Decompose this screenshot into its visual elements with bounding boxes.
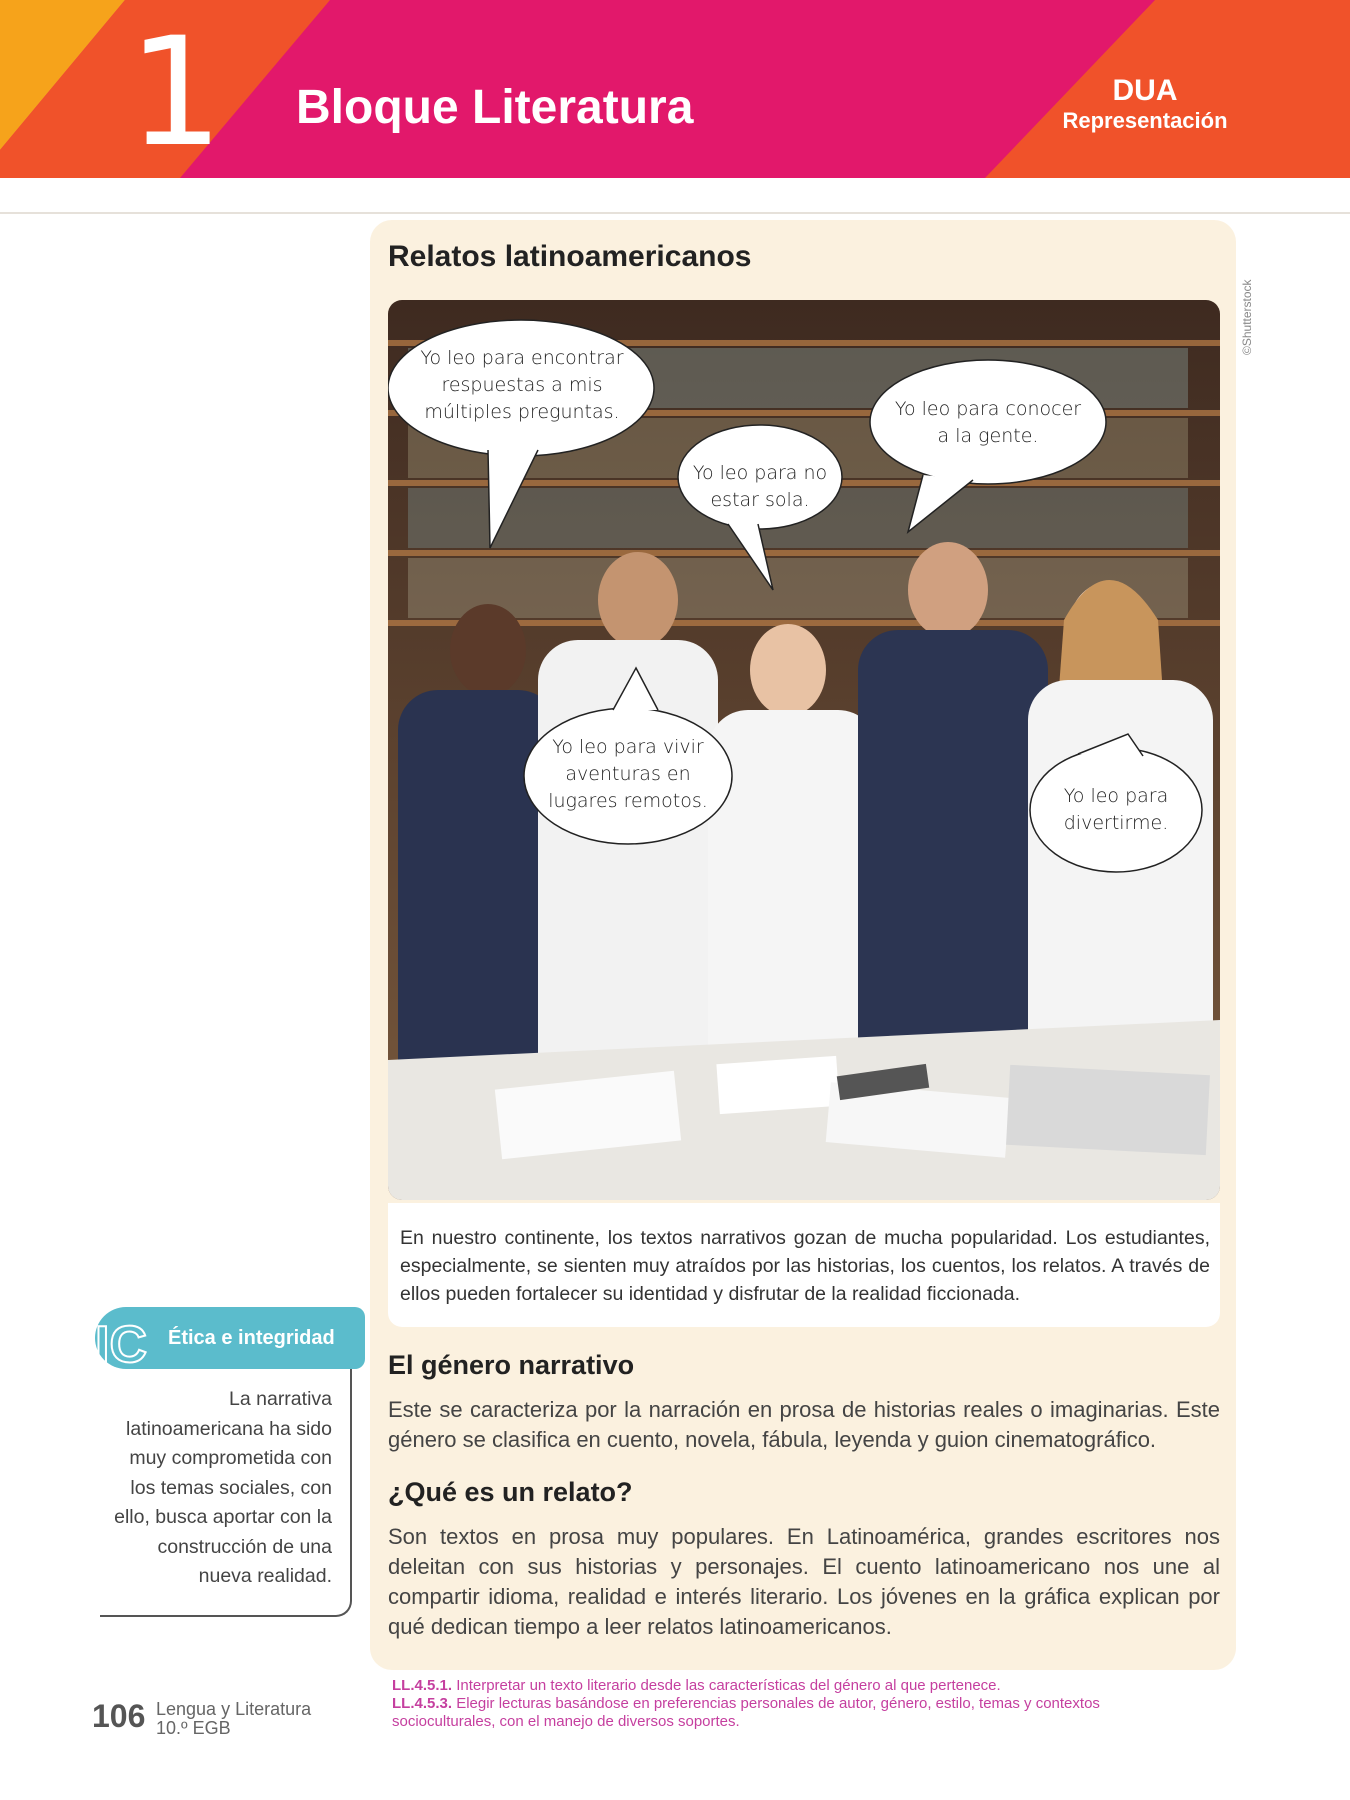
standard-code: LL.4.5.1. [392,1677,453,1694]
subject-name: Lengua y Literatura [156,1699,312,1719]
dua-badge [1040,74,1250,134]
ethics-logo-icon [93,1318,163,1368]
image-credit: ©Shutterstock [1240,279,1254,355]
speech-bubble-fun: Yo leo para divertirme. [1063,785,1169,834]
relato-heading: ¿Qué es un relato? [388,1477,633,1507]
speech-bubble-answers: Yo leo para encontrar respuestas a mis múltiples preguntas. [420,347,624,423]
subject-label [156,1700,311,1738]
photo-illustration [388,300,1220,1200]
relato-paragraph: Son textos en prosa muy populares. En Latinoamérica, grandes escritores nos deleitan con sus historias y personajes. El cuento latinoamericano nos une al compartir idioma, realidad e interés literario. Los jóvenes en la gráfica explican por qué dedican tiempo a leer relatos latinoamericanos. [388,1524,1220,1639]
page-number: 106 [92,1698,146,1734]
grade-label: 10.º EGB [156,1718,231,1738]
header-banner [0,0,1350,178]
standards-list [392,1677,1192,1731]
genre-heading: El género narrativo [388,1350,635,1380]
standard-text: Elegir lecturas basándose en preferencias personales de autor, género, estilo, temas y contextos socioculturales, con el manejo de diversos soportes. [392,1695,1100,1730]
students-photo [388,300,1220,1200]
dua-sub: Representación [1062,108,1228,133]
unit-title: Bloque Literatura [296,81,694,134]
photo-caption: En nuestro continente, los textos narrativos gozan de mucha popularidad. Los estudiantes, especialmente, se sienten muy atraídos por las historias, los cuentos, los relatos. A través de ellos pueden fortalecer su identidad y disfrutar de la realidad ficcionada. [400,1227,1210,1305]
header-divider [0,212,1350,214]
speech-bubble-adventures: Yo leo para vivir aventuras en lugares remotos. [548,736,708,812]
standard-text: Interpretar un texto literario desde las características del género al que pertenece. [456,1677,1001,1694]
genre-paragraph: Este se caracteriza por la narración en prosa de historias reales o imaginarias. Este género se clasifica en cuento, novela, fábula, leyenda y guion cinematográfico. [388,1397,1220,1452]
dua-label: DUA [1112,74,1178,107]
ethics-title: Ética e integridad [168,1327,335,1349]
speech-bubble-not-alone: Yo leo para no estar sola. [692,462,828,511]
section-title: Relatos latinoamericanos [388,240,752,273]
ethics-text: La narrativa latinoamericana ha sido muy comprometida con los temas sociales, con ello, busca aportar con la construcción de una nueva realidad. [114,1388,332,1587]
ethics-logo-text: IC [95,1318,147,1368]
standard-code: LL.4.5.3. [392,1695,453,1712]
speech-bubble-meet-people: Yo leo para conocer a la gente. [894,398,1082,447]
standard-item [392,1677,1192,1695]
unit-number: 1 [128,6,224,178]
standard-item [392,1695,1192,1731]
